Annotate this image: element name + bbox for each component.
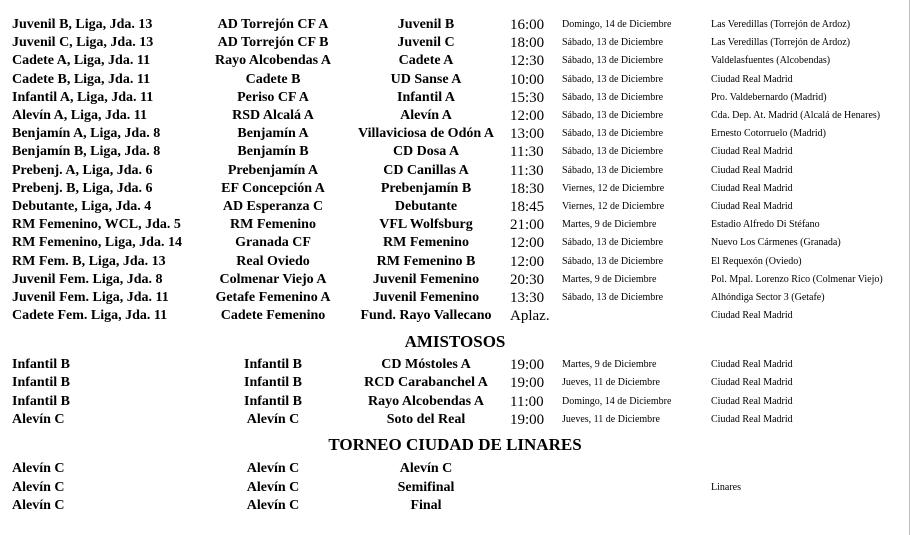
match-date: Sábado, 13 de Diciembre xyxy=(562,73,664,85)
match-time: 18:45 xyxy=(510,199,545,215)
away-team: RCD Carabanchel A xyxy=(364,375,488,391)
match-category: RM Fem. B, Liga, Jda. 13 xyxy=(12,253,166,269)
match-row xyxy=(0,125,910,143)
match-venue: Ciudad Real Madrid xyxy=(711,359,793,370)
match-venue: Las Veredillas (Torrejón de Ardoz) xyxy=(711,37,851,49)
match-venue: Alhóndiga Sector 3 (Getafe) xyxy=(711,292,825,303)
match-venue: Ernesto Cotorruelo (Madrid) xyxy=(711,128,826,140)
away-team: Final xyxy=(410,498,442,513)
match-date: Domingo, 14 de Diciembre xyxy=(562,395,672,407)
match-date: Sábado, 13 de Diciembre xyxy=(562,292,664,303)
away-team: Juvenil Femenino xyxy=(372,290,480,305)
match-date: Domingo, 14 de Diciembre xyxy=(562,19,672,30)
match-row xyxy=(0,143,910,161)
match-venue: Linares xyxy=(711,481,741,493)
away-team: Juvenil Femenino xyxy=(372,271,480,287)
tournament-title: TORNEO CIUDAD DE LINARES xyxy=(328,435,582,454)
away-team: Semifinal xyxy=(397,479,455,495)
match-row xyxy=(0,307,910,325)
match-row xyxy=(0,52,910,70)
match-row xyxy=(0,180,910,198)
match-time: 12:00 xyxy=(510,253,545,270)
match-category: Cadete Fem. Liga, Jda. 11 xyxy=(12,308,168,324)
away-team: Alevín C xyxy=(399,461,453,476)
match-date: Martes, 9 de Diciembre xyxy=(562,219,657,231)
match-time: 11:00 xyxy=(510,393,544,410)
match-row xyxy=(0,271,910,289)
match-row xyxy=(0,289,910,307)
match-row xyxy=(0,253,910,271)
home-team: Colmenar Viejo A xyxy=(219,271,327,287)
home-team: Infantil B xyxy=(244,375,302,391)
match-row xyxy=(0,479,910,497)
match-venue: Ciudad Real Madrid xyxy=(711,377,793,389)
match-date: Sábado, 13 de Diciembre xyxy=(562,55,664,67)
away-team: Prebenjamín B xyxy=(380,180,472,196)
home-team: Alevín C xyxy=(246,498,300,513)
home-team: Infantil B xyxy=(244,393,302,409)
match-row xyxy=(0,216,910,234)
match-time: 19:00 xyxy=(510,412,545,429)
match-venue: Nuevo Los Cármenes (Granada) xyxy=(711,237,841,249)
match-venue: Ciudad Real Madrid xyxy=(711,182,793,194)
away-team: UD Sanse A xyxy=(390,71,462,87)
home-team: Alevín C xyxy=(246,461,300,476)
match-row xyxy=(0,89,910,107)
match-row xyxy=(0,411,910,429)
away-team: Rayo Alcobendas A xyxy=(368,393,484,409)
match-row xyxy=(0,16,910,34)
match-category: Juvenil B, Liga, Jda. 13 xyxy=(12,17,153,32)
match-date: Sábado, 13 de Diciembre xyxy=(562,237,664,249)
match-venue: Cda. Dep. At. Madrid (Alcalá de Henares) xyxy=(711,110,881,121)
match-category: Debutante, Liga, Jda. 4 xyxy=(12,199,152,214)
match-date: Sábado, 13 de Diciembre xyxy=(562,37,664,49)
match-date: Sábado, 13 de Diciembre xyxy=(562,255,664,267)
home-team: Getafe Femenino A xyxy=(215,290,331,305)
match-row xyxy=(0,374,910,392)
away-team: Villaviciosa de Odón A xyxy=(357,126,494,142)
match-time: 19:00 xyxy=(510,357,545,373)
home-team: AD Torrejón CF B xyxy=(217,35,329,51)
match-time: 12:00 xyxy=(510,108,545,124)
match-venue: Ciudad Real Madrid xyxy=(711,164,793,176)
match-category: Alevín C xyxy=(12,412,65,428)
match-category: Cadete A, Liga, Jda. 11 xyxy=(12,53,151,69)
away-team: Juvenil B xyxy=(397,17,455,32)
match-time: 12:00 xyxy=(510,235,545,252)
away-team: Debutante xyxy=(394,199,458,214)
home-team: Benjamín A xyxy=(237,126,309,142)
match-date: Jueves, 11 de Diciembre xyxy=(562,377,660,389)
match-time: 11:30 xyxy=(510,144,544,161)
match-row xyxy=(0,34,910,52)
match-category: Prebenj. B, Liga, Jda. 6 xyxy=(12,180,153,196)
match-category: Infantil A, Liga, Jda. 11 xyxy=(12,89,154,105)
match-row xyxy=(0,497,910,515)
match-row xyxy=(0,356,910,374)
match-date: Sábado, 13 de Diciembre xyxy=(562,128,664,140)
match-category: Cadete B, Liga, Jda. 11 xyxy=(12,71,151,87)
away-team: CD Canillas A xyxy=(383,162,469,178)
match-venue: Estadio Alfredo Di Stéfano xyxy=(711,219,820,231)
match-category: Alevín A, Liga, Jda. 11 xyxy=(12,108,147,123)
home-team: Real Oviedo xyxy=(236,253,310,269)
match-venue: Ciudad Real Madrid xyxy=(711,73,793,85)
match-category: Infantil B xyxy=(12,393,70,409)
match-venue: Ciudad Real Madrid xyxy=(711,310,793,322)
match-row xyxy=(0,393,910,411)
match-time: 20:30 xyxy=(510,271,545,288)
match-date: Sábado, 13 de Diciembre xyxy=(562,91,664,103)
match-category: Benjamín A, Liga, Jda. 8 xyxy=(12,126,161,142)
match-category: Infantil B xyxy=(12,357,70,372)
match-category: Alevín C xyxy=(12,479,65,495)
match-row xyxy=(0,107,910,125)
home-team: Benjamín B xyxy=(237,144,309,160)
match-date: Sábado, 13 de Diciembre xyxy=(562,146,664,158)
match-date: Sábado, 13 de Diciembre xyxy=(562,164,664,176)
match-date: Martes, 9 de Diciembre xyxy=(562,273,657,285)
match-date: Viernes, 12 de Diciembre xyxy=(562,182,665,194)
match-venue: Pro. Valdebernardo (Madrid) xyxy=(711,91,827,103)
match-category: Prebenj. A, Liga, Jda. 6 xyxy=(12,162,153,178)
away-team: CD Móstoles A xyxy=(381,357,471,372)
match-time: 21:00 xyxy=(510,217,545,234)
match-category: Juvenil C, Liga, Jda. 13 xyxy=(12,35,154,51)
match-venue: El Requexón (Oviedo) xyxy=(711,255,802,267)
match-venue: Ciudad Real Madrid xyxy=(711,414,793,426)
home-team: Periso CF A xyxy=(237,89,309,105)
match-category: Alevín C xyxy=(12,461,65,476)
match-row xyxy=(0,162,910,180)
match-category: Alevín C xyxy=(12,498,65,513)
match-time: 18:00 xyxy=(510,35,545,52)
match-row xyxy=(0,234,910,252)
away-team: RM Femenino xyxy=(383,235,469,251)
match-venue: Las Veredillas (Torrejón de Ardoz) xyxy=(711,19,851,30)
home-team: Granada CF xyxy=(235,235,311,251)
home-team: Alevín C xyxy=(246,412,300,428)
friendlies-title: AMISTOSOS xyxy=(404,332,506,351)
match-time: 11:30 xyxy=(510,162,544,179)
home-team: AD Esperanza C xyxy=(222,199,324,214)
away-team: RM Femenino B xyxy=(376,253,476,269)
home-team: Rayo Alcobendas A xyxy=(215,53,331,69)
match-date: Martes, 9 de Diciembre xyxy=(562,359,657,370)
match-time: 16:00 xyxy=(510,17,545,33)
away-team: Infantil A xyxy=(397,89,455,105)
match-row xyxy=(0,71,910,89)
home-team: EF Concepción A xyxy=(221,180,325,196)
match-date: Viernes, 12 de Diciembre xyxy=(562,201,665,212)
match-category: Juvenil Fem. Liga, Jda. 11 xyxy=(12,290,169,305)
match-date: Sábado, 13 de Diciembre xyxy=(562,110,664,121)
home-team: RSD Alcalá A xyxy=(232,108,314,123)
away-team: Cadete A xyxy=(398,53,454,69)
match-time: Aplaz. xyxy=(510,308,550,325)
away-team: Alevín A xyxy=(400,108,452,123)
match-venue: Ciudad Real Madrid xyxy=(711,395,793,407)
home-team: Infantil B xyxy=(244,357,302,372)
home-team: RM Femenino xyxy=(230,217,316,233)
match-venue: Ciudad Real Madrid xyxy=(711,146,793,158)
match-time: 10:00 xyxy=(510,71,545,88)
match-category: Infantil B xyxy=(12,375,70,391)
home-team: Cadete Femenino xyxy=(220,308,326,324)
match-category: Benjamín B, Liga, Jda. 8 xyxy=(12,144,161,160)
match-time: 19:00 xyxy=(510,375,545,392)
match-category: RM Femenino, WCL, Jda. 5 xyxy=(12,217,181,233)
away-team: CD Dosa A xyxy=(392,144,460,160)
match-venue: Ciudad Real Madrid xyxy=(711,201,793,212)
away-team: Fund. Rayo Vallecano xyxy=(360,308,492,324)
match-venue: Pol. Mpal. Lorenzo Rico (Colmenar Viejo) xyxy=(711,273,883,285)
match-category: Juvenil Fem. Liga, Jda. 8 xyxy=(12,271,163,287)
match-time: 13:30 xyxy=(510,290,545,306)
home-team: Cadete B xyxy=(245,71,301,87)
home-team: Alevín C xyxy=(246,479,300,495)
away-team: VFL Wolfsburg xyxy=(379,217,473,233)
away-team: Soto del Real xyxy=(386,412,466,428)
match-category: RM Femenino, Liga, Jda. 14 xyxy=(12,235,182,251)
match-time: 13:00 xyxy=(510,126,545,143)
match-venue: Valdelasfuentes (Alcobendas) xyxy=(711,55,831,67)
match-date: Jueves, 11 de Diciembre xyxy=(562,414,660,426)
home-team: AD Torrejón CF A xyxy=(217,17,329,32)
match-row xyxy=(0,460,910,478)
match-row xyxy=(0,198,910,216)
match-time: 15:30 xyxy=(510,89,545,106)
away-team: Juvenil C xyxy=(397,35,455,51)
match-time: 18:30 xyxy=(510,180,545,197)
home-team: Prebenjamín A xyxy=(227,162,319,178)
match-time: 12:30 xyxy=(510,53,545,70)
